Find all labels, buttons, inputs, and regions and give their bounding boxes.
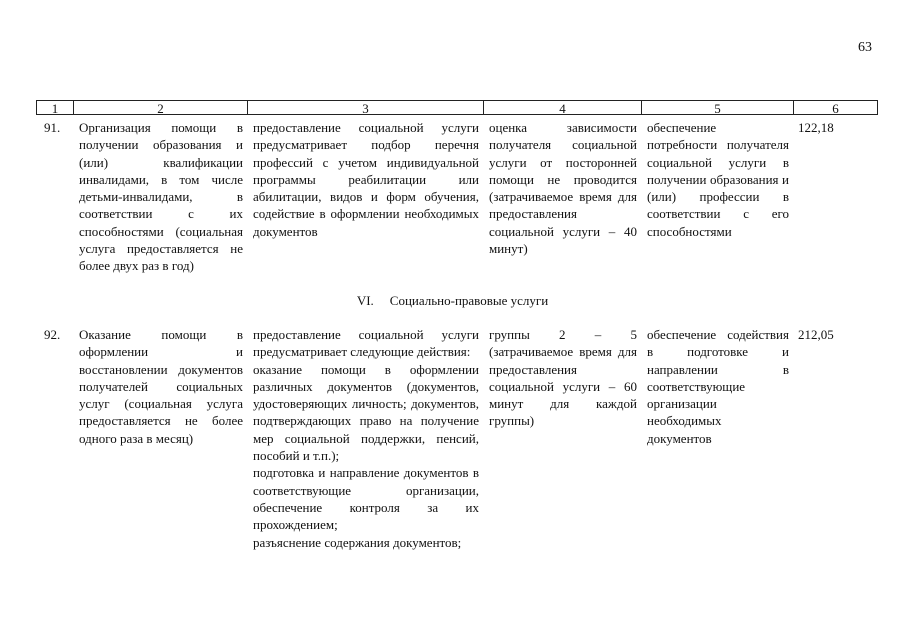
service-description: предоставление социальной услуги предусматривает подбор перечня профессий с учетом индивидуальной программы реабилитации или абилитации, видов и форм обучения, содействие в оформлении необходимых документов (253, 120, 479, 239)
header-col-2: 2 (74, 100, 248, 115)
row-number: 92. (44, 327, 61, 342)
service-description: предоставление социальной услуги предусматривает следующие действия: оказание помощи в оформлении различных документов (документов, удостоверяющих личность; документов, подтверждающих право на получение мер социальной поддержки, пенсий, пособий и т.п.); подготовка и направление документов в соответствующие организации, обеспечение контроля за их прохождением; разъяснение содержания документов; (253, 327, 479, 550)
service-price: 122,18 (798, 120, 834, 135)
header-col-1: 1 (36, 100, 74, 115)
service-result: обеспечение потребности получателя социальной услуги в получении образования и (или) профессии в соответствии с его способностями (647, 120, 789, 239)
section-title: Социально-правовые услуги (389, 293, 549, 308)
row-number: 91. (44, 120, 61, 135)
header-col-3: 3 (248, 100, 484, 115)
service-assessment: оценка зависимости получателя социальной услуги от посторонней помощи не проводится (затрачиваемое время для предоставления социальной услуги – 40 минут) (489, 120, 637, 257)
service-result: обеспечение содействия в подготовке и направлении в соответствующие организации необходимых документов (647, 327, 789, 446)
header-col-6: 6 (794, 100, 878, 115)
service-name: Организация помощи в получении образования и (или) квалификации инвалидами, в том числе детьми-инвалидами, в соответствии с их способностями (социальная услуга предоставляется не более двух раз в год) (79, 120, 243, 274)
header-col-4: 4 (484, 100, 642, 115)
section-heading (0, 292, 905, 309)
page-number: 63 (858, 40, 872, 55)
section-number: VI. (356, 293, 374, 308)
service-name: Оказание помощи в оформлении и восстановлении документов получателей социальных услуг (социальная услуга предоставляется не более одного раза в месяц) (79, 327, 243, 446)
service-assessment: группы 2 – 5 (затрачиваемое время для предоставления социальной услуги – 60 минут для каждой группы) (489, 327, 637, 429)
header-col-5: 5 (642, 100, 794, 115)
service-price: 212,05 (798, 327, 834, 342)
